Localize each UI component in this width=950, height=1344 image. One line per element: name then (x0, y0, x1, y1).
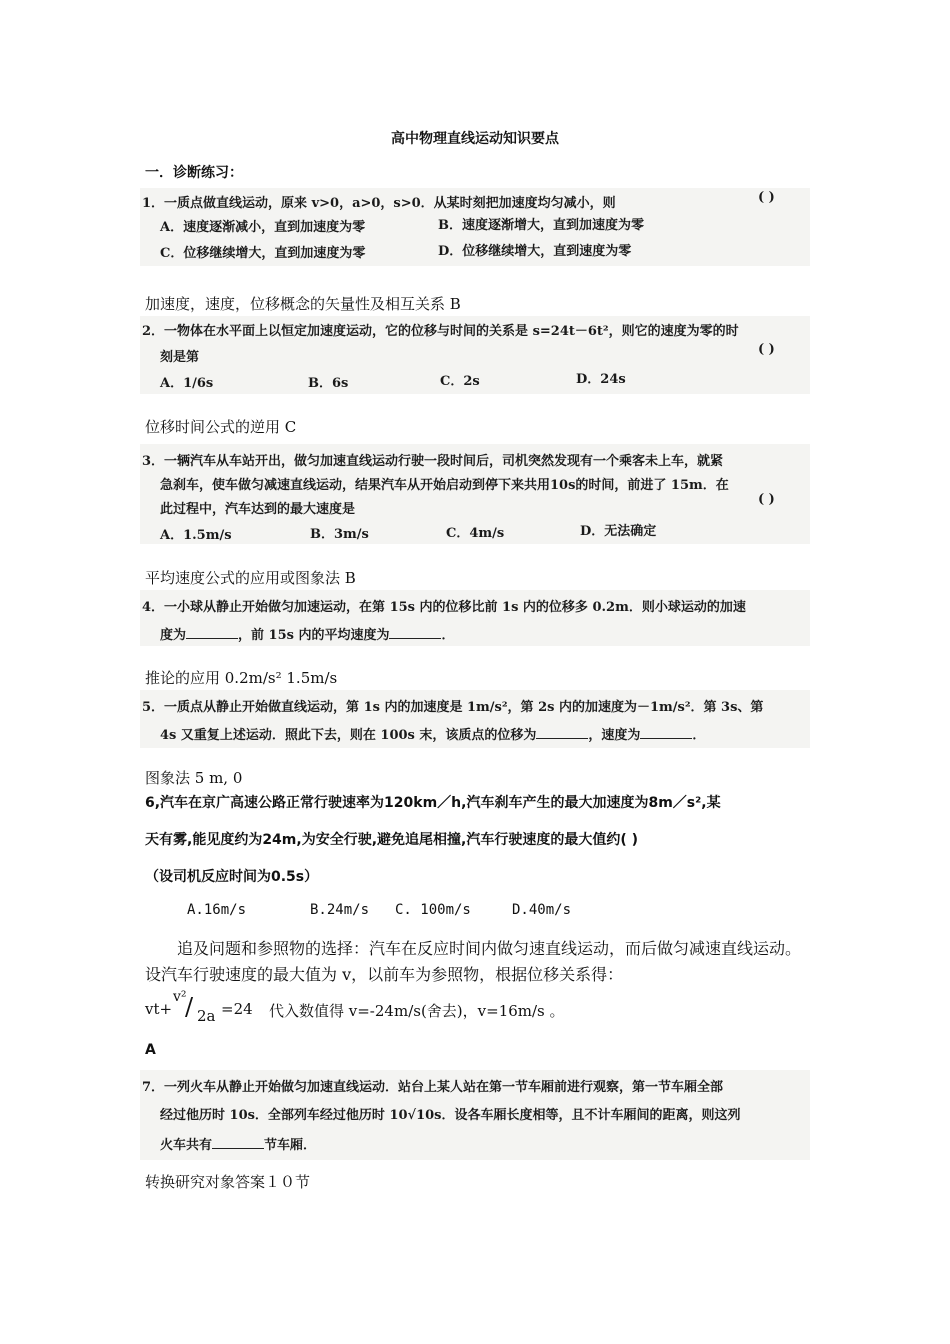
q1-option-a: A．速度逐渐减小，直到加速度为零 (160, 220, 366, 235)
q1-option-d: D．位移继续增大，直到速度为零 (438, 244, 632, 259)
question-2-scan (140, 316, 810, 394)
question-5-scan (140, 690, 810, 748)
q5-stem: 5．一质点从静止开始做直线运动，第 1s 内的加速度是 1m/s²，第 2s 内的加速度为－1m/s²．第 3s、第 (142, 700, 764, 715)
question-7-scan (140, 1070, 810, 1160)
q4-stem-2c: ． (441, 628, 455, 643)
q1-bracket: ( ) (758, 190, 775, 205)
q4-stem-2 (160, 624, 455, 643)
q6-option-b: B.24m/s (310, 902, 370, 918)
q1-stem: 1．一质点做直线运动，原来 v>0，a>0，s>0．从某时刻把加速度均匀减小，则 (142, 196, 616, 211)
q2-option-a: A．1/6s (160, 376, 214, 391)
q2-option-b: B．6s (308, 376, 349, 391)
section-heading: 一．诊断练习： (145, 165, 243, 181)
q7-stem-3a: 火车共有 (160, 1138, 213, 1153)
q7-stem-3 (160, 1134, 316, 1153)
formula-v-squared: v² (173, 989, 187, 1005)
q2-option-c: C．2s (440, 374, 480, 389)
question-4-scan (140, 590, 810, 646)
q7-stem-2: 经过他历时 10s．全部列车经过他历时 10√10s．设各车厢长度相等，且不计车厢间的距离，则这列 (160, 1108, 741, 1123)
q6-line-1: 6,汽车在京广高速公路正常行驶速率为120km／h,汽车刹车产生的最大加速度为8m／s²,某 (145, 795, 721, 811)
q2-stem-2: 刻是第 (160, 350, 200, 365)
answer-note-1: 加速度，速度，位移概念的矢量性及相互关系 B (145, 295, 461, 313)
q1-option-c: C．位移继续增大，直到加速度为零 (160, 246, 366, 261)
q3-option-c: C．4m/s (446, 526, 505, 541)
q4-stem: 4．一小球从静止开始做匀加速运动，在第 15s 内的位移比前 1s 内的位移多 0.2m．则小球运动的加速 (142, 600, 746, 615)
q6-option-d: D.40m/s (512, 902, 572, 918)
q6-analysis: 追及问题和参照物的选择：汽车在反应时间内做匀速直线运动，而后做匀减速直线运动。设汽车行驶速度的最大值为 v，以前车为参照物，根据位移关系得： (145, 939, 802, 984)
q3-stem-3: 此过程中，汽车达到的最大速度是 (160, 502, 356, 517)
q4-acceleration-blank[interactable] (186, 626, 238, 639)
q1-option-b: B．速度逐渐增大，直到加速度为零 (438, 218, 644, 233)
q6-line-2: 天有雾,能见度约为24m,为安全行驶,避免追尾相撞,汽车行驶速度的最大值约( ) (145, 832, 639, 848)
q4-stem-2a: 度为 (160, 628, 187, 643)
q4-average-velocity-blank[interactable] (389, 626, 441, 639)
q6-line-3: （设司机反应时间为0.5s） (145, 869, 319, 885)
answer-note-5: 图象法 5 m, 0 (145, 769, 243, 787)
q3-option-d: D．无法确定 (580, 524, 657, 539)
formula-equals: =24 (221, 1000, 253, 1018)
q3-stem-2: 急刹车，使车做匀减速直线运动，结果汽车从开始启动到停下来共用10s的时间，前进了 15m．在 (160, 478, 729, 493)
answer-note-7: 转换研究对象答案１０节 (145, 1173, 311, 1191)
question-1-scan (140, 188, 810, 266)
question-3-scan (140, 444, 810, 544)
q5-velocity-blank[interactable] (640, 726, 692, 739)
formula-2a: 2a (197, 1007, 216, 1025)
answer-note-2: 位移时间公式的逆用 C (145, 418, 297, 436)
q7-carriage-count-blank[interactable] (212, 1136, 264, 1149)
page-title: 高中物理直线运动知识要点 (391, 131, 559, 147)
formula-tail: 代入数值得 v=-24m/s(舍去)，v=16m/s 。 (269, 1002, 565, 1020)
q5-stem-2b: ，速度为 (588, 728, 641, 743)
q4-stem-2b: ，前 15s 内的平均速度为 (238, 628, 390, 643)
q6-answer: A (145, 1042, 156, 1058)
q6-option-c: C. 100m/s (395, 902, 471, 918)
q3-option-b: B．3m/s (310, 527, 369, 542)
q5-stem-2c: ． (692, 728, 706, 743)
q5-stem-2a: 4s 又重复上述运动．照此下去，则在 100s 末，该质点的位移为 (160, 728, 537, 743)
q6-option-a: A.16m/s (187, 902, 247, 918)
formula-vt: vt+ (145, 1000, 173, 1018)
q5-stem-2 (160, 724, 705, 743)
q3-bracket: ( ) (758, 492, 775, 507)
q7-stem: 7．一列火车从静止开始做匀加速直线运动．站台上某人站在第一节车厢前进行观察，第一节车厢全部 (142, 1080, 724, 1095)
q2-option-d: D．24s (576, 372, 626, 387)
answer-note-4: 推论的应用 0.2m/s² 1.5m/s (145, 669, 338, 687)
q5-displacement-blank[interactable] (536, 726, 588, 739)
q3-option-a: A．1.5m/s (160, 528, 232, 543)
q7-stem-3b: 节车厢． (264, 1138, 317, 1153)
answer-note-3: 平均速度公式的应用或图象法 B (145, 569, 356, 587)
q2-bracket: ( ) (758, 342, 775, 357)
formula-slash: / (185, 993, 194, 1021)
q2-stem: 2．一物体在水平面上以恒定加速度运动，它的位移与时间的关系是 s=24t－6t²，则它的速度为零的时 (142, 324, 739, 339)
q3-stem: 3．一辆汽车从车站开出，做匀加速直线运动行驶一段时间后，司机突然发现有一个乘客未上车，就紧 (142, 454, 724, 469)
